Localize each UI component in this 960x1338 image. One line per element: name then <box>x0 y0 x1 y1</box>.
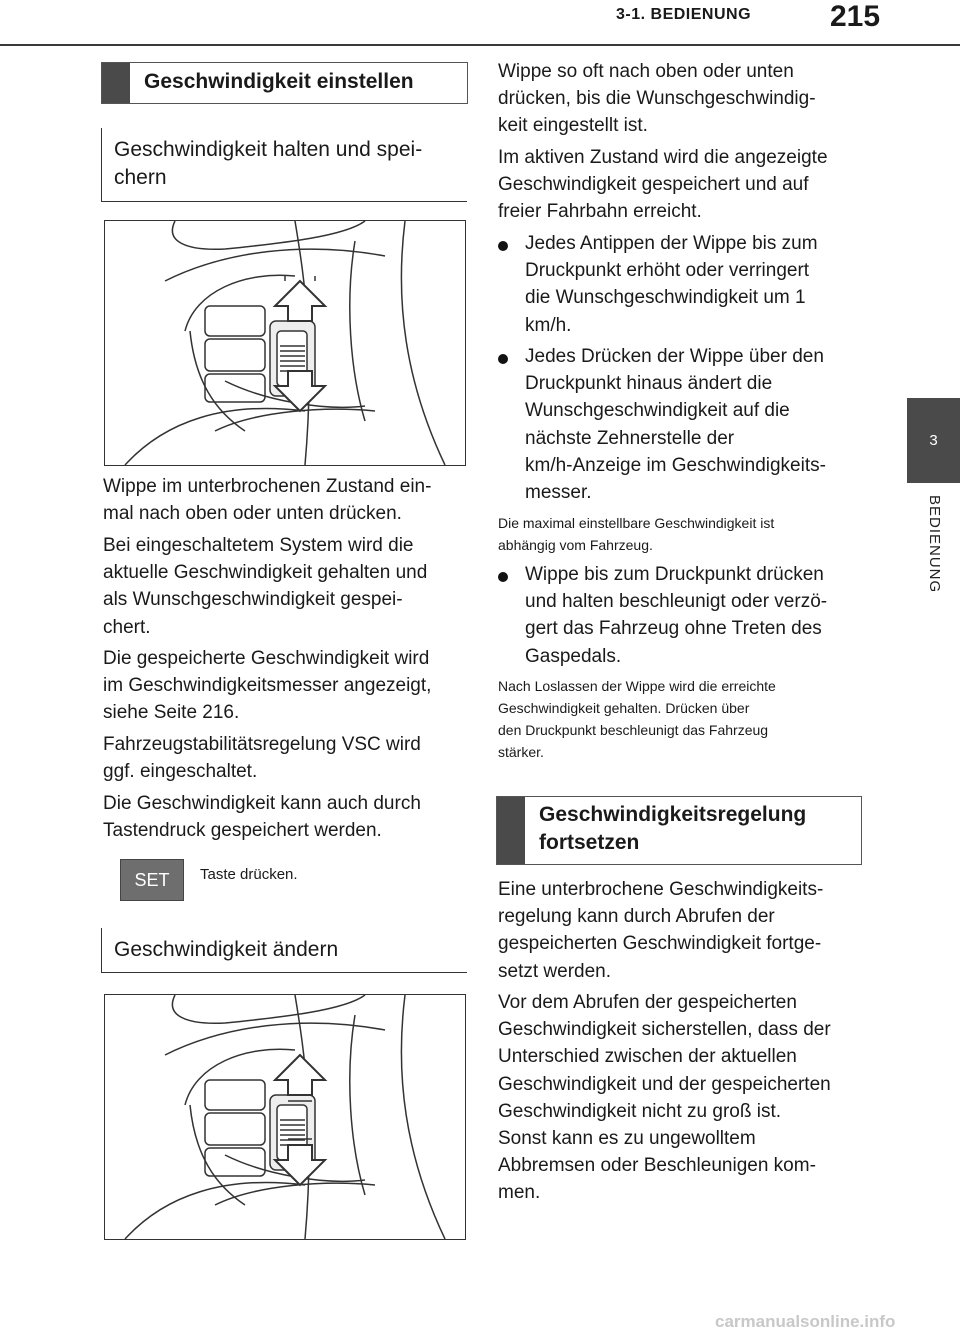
text-line: mal nach oben oder unten drücken. <box>103 503 402 525</box>
text-line: km/h-Anzeige im Geschwindigkeits- <box>525 454 826 476</box>
text-line: Wippe im unterbrochenen Zustand ein- <box>103 476 432 497</box>
text-line: Sonst kann es zu ungewolltem <box>498 1128 756 1150</box>
text-line: Die gespeicherte Geschwindigkeit wird <box>103 648 430 669</box>
header-rule <box>0 44 960 46</box>
text-line: gespeicherten Geschwindigkeit fortge- <box>498 933 822 955</box>
text-line: setzt werden. <box>498 960 611 982</box>
text-line: regelung kann durch Abrufen der <box>498 906 775 928</box>
text-line: Geschwindigkeit und der gespeicherten <box>498 1073 831 1095</box>
section-heading: Geschwindigkeit einstellen <box>144 70 414 93</box>
subheading-change-speed <box>101 928 467 973</box>
section-heading-line: fortsetzen <box>539 831 640 854</box>
text-line: Fahrzeugstabilitätsregelung VSC wird <box>103 734 421 755</box>
text-line: Gaspedals. <box>525 645 622 667</box>
text-line: und halten beschleunigt oder verzö- <box>525 591 828 613</box>
text-line: Bei eingeschaltetem System wird die <box>103 535 414 556</box>
text-line: km/h. <box>525 314 572 336</box>
bullet-text <box>525 343 826 506</box>
section-title: 3-1. BEDIENUNG <box>616 6 752 23</box>
text-line: Unterschied zwischen der aktuellen <box>498 1046 797 1068</box>
text-line: men. <box>498 1182 541 1204</box>
text-line: ggf. eingeschaltet. <box>103 761 258 783</box>
subheading-line: chern <box>114 166 167 189</box>
text-line: Druckpunkt hinaus ändert die <box>525 373 773 395</box>
bullet-dot <box>498 241 508 251</box>
chapter-tab: 3 <box>907 398 960 483</box>
text-line: Geschwindigkeit nicht zu groß ist. <box>498 1100 782 1122</box>
subheading-line: Geschwindigkeit halten und spei- <box>114 138 423 161</box>
text-line: Eine unterbrochene Geschwindigkeits- <box>498 879 824 900</box>
note <box>498 512 774 556</box>
set-key-icon: SET <box>120 859 184 901</box>
text-line: Abbremsen oder Beschleunigen kom- <box>498 1155 816 1177</box>
text-line: Jedes Drücken der Wippe über den <box>525 346 824 367</box>
note <box>498 675 776 763</box>
text-line: Die Geschwindigkeit kann auch durch <box>103 793 421 814</box>
bullet-dot <box>498 572 508 582</box>
paragraph <box>103 645 431 727</box>
paragraph <box>103 532 427 641</box>
text-line: messer. <box>525 482 592 504</box>
section-heading-line: Geschwindigkeitsregelung <box>539 803 807 826</box>
section-heading-box-2 <box>496 796 862 865</box>
heading-bar <box>497 797 525 864</box>
text-line: Im aktiven Zustand wird die angezeigte <box>498 147 828 168</box>
text-line: Tastendruck gespeichert werden. <box>103 820 382 842</box>
text-line: abhängig vom Fahrzeug. <box>498 537 653 553</box>
text-line: Geschwindigkeit gespeichert und auf <box>498 174 809 196</box>
text-line: Vor dem Abrufen der gespeicherten <box>498 992 797 1013</box>
page-number: 215 <box>830 0 881 33</box>
bullet-text <box>525 561 827 670</box>
text-line: drücken, bis die Wunschgeschwindig- <box>498 88 816 110</box>
text-line: die Wunschgeschwindigkeit um 1 <box>525 287 806 309</box>
text-line: Druckpunkt erhöht oder verringert <box>525 260 810 282</box>
text-line: siehe Seite 216. <box>103 702 240 724</box>
paragraph <box>498 989 831 1207</box>
paragraph <box>498 876 823 985</box>
text-line: nächste Zehnerstelle der <box>525 427 735 449</box>
text-line: stärker. <box>498 744 544 760</box>
subheading-hold-store <box>101 128 467 202</box>
paragraph <box>103 473 431 527</box>
text-line: gert das Fahrzeug ohne Treten des <box>525 618 822 640</box>
text-line: Geschwindigkeit sicherstellen, dass der <box>498 1019 831 1041</box>
text-line: im Geschwindigkeitsmesser angezeigt, <box>103 675 432 697</box>
text-line: keit eingestellt ist. <box>498 115 648 137</box>
bullet-text <box>525 230 818 339</box>
text-line: Geschwindigkeit gehalten. Drücken über <box>498 700 750 716</box>
text-line: Wunschgeschwindigkeit auf die <box>525 400 790 422</box>
steering-switch-figure <box>104 220 466 466</box>
text-line: Nach Loslassen der Wippe wird die erreichte <box>498 678 776 694</box>
text-line: den Druckpunkt beschleunigt das Fahrzeug <box>498 722 769 738</box>
set-key-label: Taste drücken. <box>200 866 298 883</box>
section-heading-box <box>101 62 468 104</box>
text-line: Jedes Antippen der Wippe bis zum <box>525 233 818 254</box>
steering-switch-figure-2 <box>104 994 466 1240</box>
paragraph <box>103 731 421 785</box>
text-line: freier Fahrbahn erreicht. <box>498 201 702 223</box>
chapter-label: BEDIENUNG <box>926 495 943 594</box>
paragraph <box>498 144 828 226</box>
text-line: Die maximal einstellbare Geschwindigkeit ist <box>498 515 775 531</box>
text-line: Wippe so oft nach oben oder unten <box>498 61 794 82</box>
paragraph <box>498 58 816 140</box>
paragraph <box>103 790 421 844</box>
subheading-line: Geschwindigkeit ändern <box>114 938 339 961</box>
watermark: carmanualsonline.info <box>715 1312 896 1331</box>
text-line: chert. <box>103 616 151 638</box>
text-line: aktuelle Geschwindigkeit gehalten und <box>103 562 428 584</box>
steering-switch-illustration-2 <box>105 995 465 1239</box>
heading-bar <box>102 63 130 103</box>
bullet-dot <box>498 354 508 364</box>
text-line: Wippe bis zum Druckpunkt drücken <box>525 564 824 585</box>
steering-switch-illustration <box>105 221 465 465</box>
text-line: als Wunschgeschwindigkeit gespei- <box>103 589 403 611</box>
